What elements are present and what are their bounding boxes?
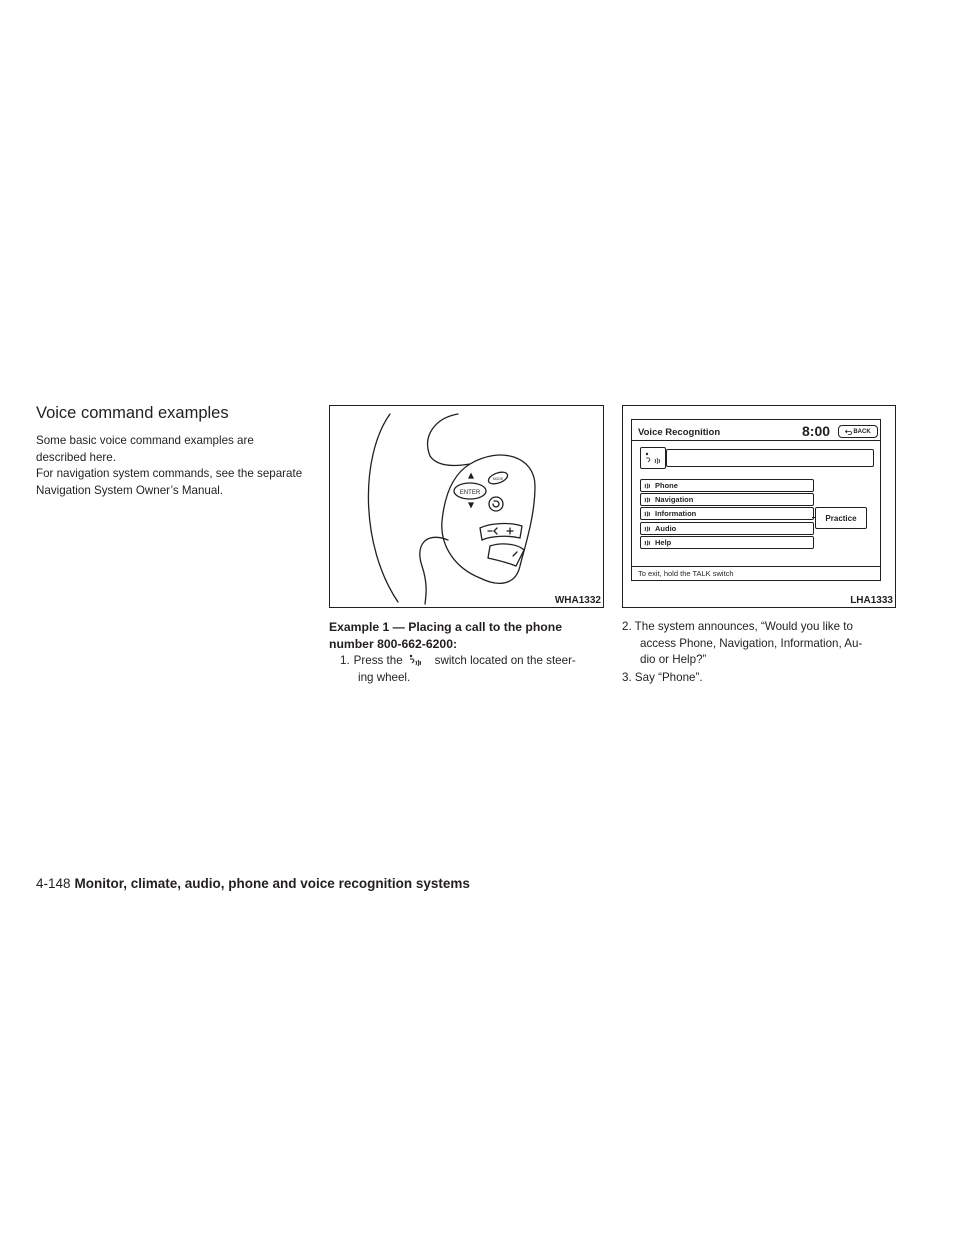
menu-item-information[interactable] bbox=[640, 507, 814, 520]
menu-item-label: Information bbox=[655, 509, 697, 518]
intro-paragraph-2: For navigation system commands, see the separate Navigation System Owner’s Manual. bbox=[36, 467, 303, 497]
voice-wave-icon bbox=[644, 540, 651, 546]
voice-recognition-screen bbox=[631, 419, 881, 581]
step-1 bbox=[340, 653, 610, 686]
step-2-line-2: access Phone, Navigation, Information, Au- bbox=[640, 636, 863, 650]
back-button-label: BACK bbox=[853, 428, 871, 435]
talk-switch-icon bbox=[407, 653, 423, 667]
page-footer bbox=[36, 876, 470, 891]
mode-button-label: MODE bbox=[492, 477, 504, 481]
enter-button-label: ENTER bbox=[459, 490, 481, 496]
menu-item-label: Phone bbox=[655, 481, 678, 490]
section-title: Voice command examples bbox=[36, 404, 229, 422]
figure-code-wheel: WHA1332 bbox=[554, 595, 601, 606]
step-1-text-before: Press the bbox=[353, 654, 403, 667]
step-3: 3. Say “Phone”. bbox=[622, 671, 703, 684]
footer-divider bbox=[632, 566, 880, 567]
step-1-text-after: switch located on the steer- bbox=[434, 654, 576, 667]
menu-item-label: Audio bbox=[655, 524, 677, 533]
menu-item-audio[interactable] bbox=[640, 522, 814, 535]
voice-speaker-icon bbox=[640, 447, 666, 469]
page-number: 4-148 bbox=[36, 876, 71, 891]
steering-wheel-figure bbox=[329, 405, 604, 608]
step-2-line-1: 2. The system announces, “Would you like to bbox=[622, 620, 853, 633]
header-divider bbox=[632, 440, 880, 441]
example-heading: Example 1 — Placing a call to the phone number 800-662-6200: bbox=[329, 620, 562, 651]
voice-wave-icon bbox=[644, 497, 651, 503]
back-arrow-icon bbox=[845, 429, 852, 435]
exit-instruction: To exit, hold the TALK switch bbox=[638, 569, 734, 578]
figure-code-screen: LHA1333 bbox=[850, 595, 893, 606]
menu-item-label: Navigation bbox=[655, 495, 694, 504]
voice-recognition-screen-figure bbox=[622, 405, 896, 608]
screen-title: Voice Recognition bbox=[638, 427, 721, 438]
recognition-text-field bbox=[666, 449, 874, 467]
steering-wheel-illustration bbox=[330, 406, 603, 607]
step-2-line-3: dio or Help?” bbox=[640, 653, 707, 666]
back-button[interactable] bbox=[838, 425, 878, 438]
menu-item-phone[interactable] bbox=[640, 479, 814, 492]
screen-clock: 8:00 bbox=[802, 423, 831, 439]
step-1-continuation: ing wheel. bbox=[358, 670, 411, 684]
chapter-title: Monitor, climate, audio, phone and voice recognition systems bbox=[74, 876, 470, 891]
intro-paragraph-1: Some basic voice command examples are described here. bbox=[36, 434, 254, 464]
menu-item-help[interactable] bbox=[640, 536, 814, 549]
voice-wave-icon bbox=[644, 483, 651, 489]
step-1-number: 1. bbox=[340, 654, 350, 667]
voice-wave-icon bbox=[644, 526, 651, 532]
menu-item-label: Help bbox=[655, 538, 672, 547]
step-2 bbox=[622, 619, 897, 669]
voice-wave-icon bbox=[644, 511, 651, 517]
practice-button-label: Practice bbox=[825, 513, 857, 523]
menu-item-navigation[interactable] bbox=[640, 493, 814, 506]
practice-button[interactable] bbox=[815, 507, 867, 529]
